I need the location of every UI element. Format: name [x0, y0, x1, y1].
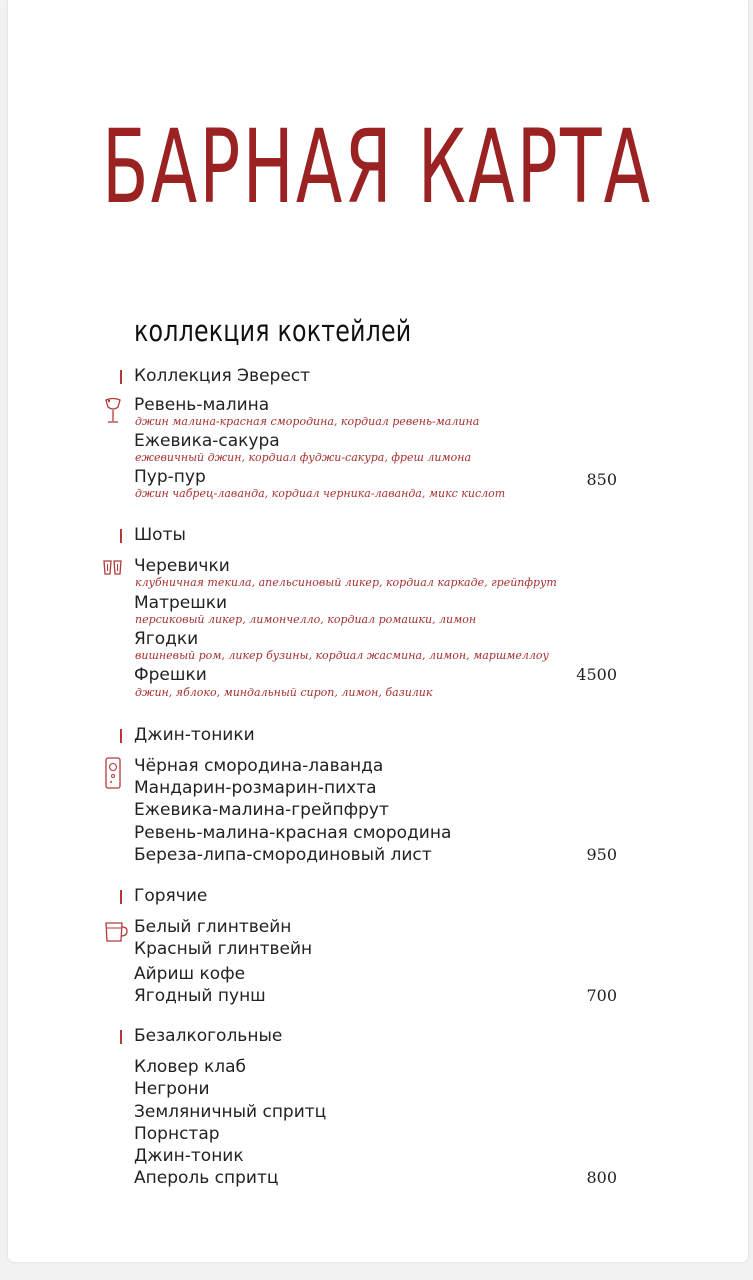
section-title-gin-tonics: Джин-тоники — [134, 725, 255, 745]
menu-title: БАРНАЯ КАРТА — [101, 108, 653, 227]
menu-item: Ежевика-сакура — [134, 431, 280, 451]
collection-subtitle: коллекция коктейлей — [134, 314, 412, 348]
menu-item: Ягодный пунш — [134, 986, 266, 1006]
item-description: джин чабрец-лаванда, кордиал черника-лаванда, микс кислот — [135, 487, 506, 500]
section-marker — [120, 529, 122, 543]
section-marker — [120, 370, 122, 384]
shot-glasses-icon — [103, 558, 123, 578]
section-price: 950 — [586, 845, 617, 864]
menu-item: Фрешки — [134, 665, 207, 685]
menu-item: Негрони — [134, 1079, 210, 1099]
item-description: ежевичный джин, кордиал фуджи-сакура, фреш лимона — [135, 451, 472, 464]
section-title-hot: Горячие — [134, 886, 208, 906]
section-marker — [120, 890, 122, 904]
menu-item: Черевички — [134, 556, 230, 576]
menu-item: Красный глинтвейн — [134, 939, 313, 959]
item-description: персиковый ликер, лимончелло, кордиал ромашки, лимон — [135, 613, 477, 626]
item-description: джин малина-красная смородина, кордиал ревень-малина — [135, 415, 480, 428]
item-description: клубничная текила, апельсиновый ликер, кордиал каркаде, грейпфрут — [135, 576, 557, 589]
section-price: 800 — [586, 1168, 617, 1187]
menu-item: Кловер клаб — [134, 1057, 247, 1077]
menu-item: Ревень-малина — [134, 395, 270, 415]
section-title-non-alcoholic: Безалкогольные — [134, 1026, 283, 1046]
item-description: джин, яблоко, миндальный сироп, лимон, базилик — [135, 686, 433, 699]
section-price: 850 — [586, 470, 617, 489]
menu-item: Ягодки — [134, 629, 199, 649]
menu-item: Пур-пур — [134, 467, 206, 487]
menu-item: Мандарин-розмарин-пихта — [134, 778, 377, 798]
mug-icon — [103, 919, 129, 945]
menu-item: Береза-липа-смородиновый лист — [134, 845, 432, 865]
section-title-shots: Шоты — [134, 525, 186, 545]
section-marker — [120, 1030, 122, 1044]
menu-item: Джин-тоник — [134, 1146, 244, 1166]
menu-item: Ежевика-малина-грейпфрут — [134, 800, 389, 820]
menu-item: Белый глинтвейн — [134, 917, 292, 937]
menu-item: Ревень-малина-красная смородина — [134, 823, 452, 843]
wine-glass-icon — [103, 397, 123, 427]
menu-item: Земляничный спритц — [134, 1102, 327, 1122]
menu-item: Порнстар — [134, 1124, 220, 1144]
menu-item: Апероль спритц — [134, 1168, 279, 1188]
section-price: 700 — [586, 986, 617, 1005]
section-title-everest: Коллекция Эверест — [134, 366, 311, 386]
section-marker — [120, 729, 122, 743]
section-price: 4500 — [576, 665, 617, 684]
highball-glass-icon — [103, 755, 125, 791]
menu-item: Матрешки — [134, 593, 228, 613]
menu-item: Чёрная смородина-лаванда — [134, 756, 384, 776]
menu-item: Айриш кофе — [134, 964, 246, 984]
item-description: вишневый ром, ликер бузины, кордиал жасмина, лимон, маршмеллоу — [135, 649, 549, 662]
